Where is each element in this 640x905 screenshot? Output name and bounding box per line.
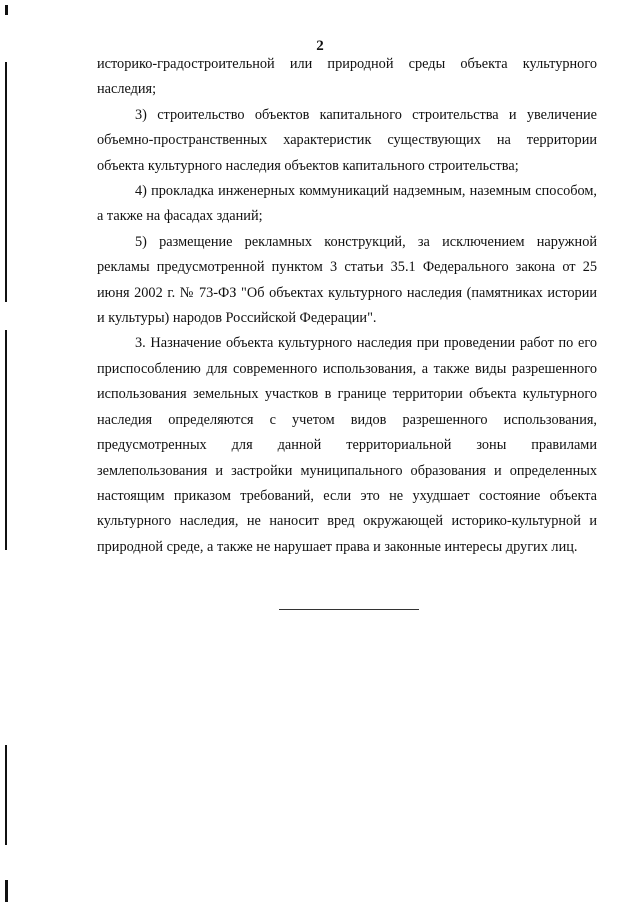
end-separator-line xyxy=(279,609,419,610)
scan-margin-mark xyxy=(5,880,8,902)
paragraph-item-5: 5) размещение рекламных конструкций, за исключением наружной рекламы предусмотренной пунктом 3 статьи 35.1 Федерального закона от 25 июня 2002 г. № 73-ФЗ "Об объектах культурного наследия (памятниках истории и культуры) народов Российской Федерации". xyxy=(97,233,597,327)
paragraph-section-3: 3. Назначение объекта культурного наследия при проведении работ по его приспособлению для современного использования, а также виды разрешенного использования земельных участков в границе территории объекта культурного наследия определяются с учетом видов разрешенного использования, предусмотренных для данной территориальной зоны правилами землепользования и застройки муниципального образования и определенных настоящим приказом требований, если это не ухудшает состояние объекта культурного наследия, не наносит вред окружающей историко-культурной и природной среде, а также не нарушает права и законные интересы других лиц. xyxy=(97,335,597,555)
paragraph-item-4: 4) прокладка инженерных коммуникаций надземным, наземным способом, а также на фасадах зданий; xyxy=(97,183,597,225)
scan-margin-mark xyxy=(5,330,7,550)
scan-margin-mark xyxy=(5,745,7,845)
paragraph-item-3: 3) строительство объектов капитального строительства и увеличение объемно-пространственных характеристик существующих на территории объекта культурного наследия объектов капитального строительства; xyxy=(97,106,597,174)
scan-margin-mark xyxy=(5,5,8,15)
document-body xyxy=(97,52,597,560)
paragraph-continuation: историко-градостроительной или природной среды объекта культурного наследия; xyxy=(97,56,597,98)
page-number: 2 xyxy=(316,38,324,54)
scan-margin-mark xyxy=(5,62,7,302)
